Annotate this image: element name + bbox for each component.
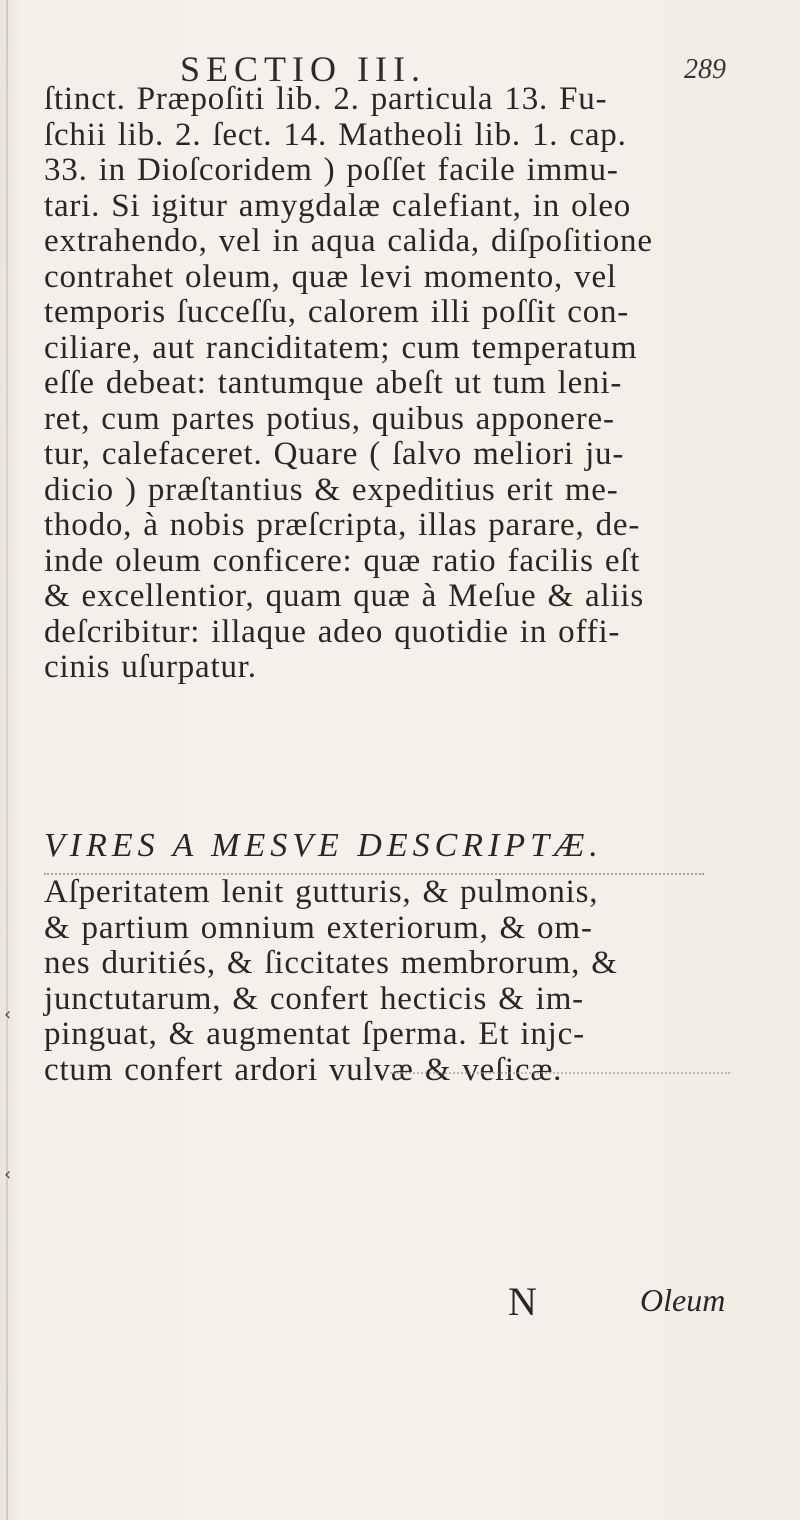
section-title: SECTIO III. (180, 49, 426, 89)
text-line: ciliare, aut ranciditatem; cum temperatum (44, 329, 638, 366)
text-line: & partium omnium exteriorum, & om- (44, 909, 593, 946)
margin-tick: ‹ (4, 1164, 12, 1185)
text-line: thodo, à nobis præſcripta, illas parare, de- (44, 507, 641, 543)
text-line: nes duritiés, & ſiccitates membrorum, & (44, 945, 618, 981)
text-line: junctutarum, & confert hecticis & im- (44, 980, 584, 1017)
paragraph-end-rule (390, 1072, 730, 1074)
margin-tick: ‹ (4, 1004, 12, 1025)
text-line: ret, cum partes potius, quibus apponere- (44, 400, 615, 437)
text-line: & excellentior, quam quæ à Meſue & aliis (44, 578, 645, 614)
text-line: temporis ſucceſſu, calorem illi poſſit con- (44, 294, 630, 330)
text-line: extrahendo, vel in aqua calida, diſpoſitione (44, 223, 653, 259)
text-line: contrahet oleum, quæ levi momento, vel (44, 258, 617, 295)
text-line: tari. Si igitur amygdalæ calefiant, in oleo (44, 187, 632, 224)
catchword: Oleum (640, 1282, 726, 1318)
text-line: ſchii lib. 2. ſect. 14. Matheoli lib. 1. cap. (44, 116, 627, 153)
text-line: dicio ) præſtantius & expeditius erit me- (44, 471, 619, 508)
text-line: 33. in Dioſcoridem ) poſſet facile immu- (44, 152, 619, 188)
signature-mark: N (508, 1279, 537, 1324)
page-number: 289 (684, 54, 726, 85)
binding-gutter (6, 0, 8, 1520)
text-line: ctum confert ardori vulvæ & veſicæ. (44, 1051, 563, 1088)
text-line: ſtinct. Præpoſiti lib. 2. particula 13. Fu- (44, 81, 608, 117)
second-paragraph (44, 875, 744, 1088)
main-paragraph (44, 82, 744, 686)
text-line: inde oleum conficere: quæ ratio facilis eſt (44, 542, 641, 579)
text-line: pinguat, & augmentat ſperma. Et injc- (44, 1016, 585, 1052)
text-line: cinis uſurpatur. (44, 649, 257, 685)
text-line: deſcribitur: illaque adeo quotidie in offi- (44, 613, 621, 650)
text-line: Aſperitatem lenit gutturis, & pulmonis, (44, 874, 599, 910)
text-line: tur, calefaceret. Quare ( ſalvo meliori ju- (44, 436, 625, 472)
section-heading: VIRES A MESVE DESCRIPTÆ. (44, 827, 603, 864)
text-line: eſſe debeat: tantumque abeſt ut tum leni- (44, 365, 623, 401)
